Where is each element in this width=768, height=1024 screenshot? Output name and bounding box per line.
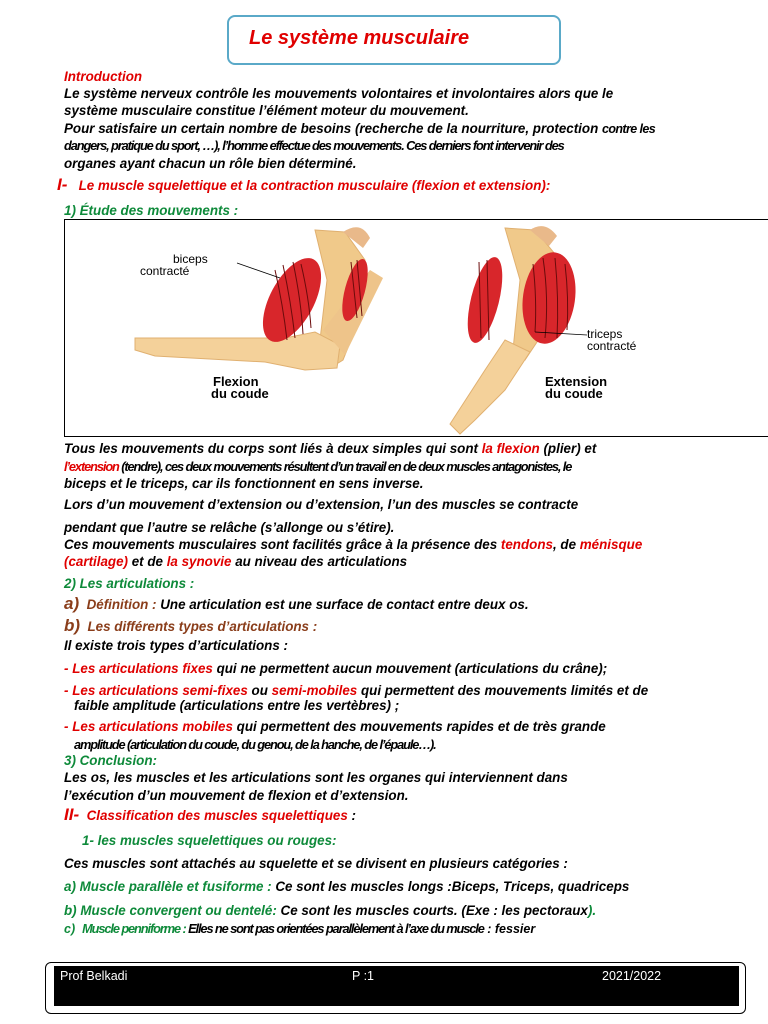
title-box	[227, 15, 561, 65]
muscle-type-a: a) Muscle parallèle et fusiforme : Ce sont les muscles longs :Biceps, Triceps, quadriceps	[64, 879, 630, 894]
movements-line-7: (cartilage) et de la synovie au niveau des articulations	[64, 554, 408, 569]
extension-arm-drawing	[450, 226, 581, 434]
type-mobiles-2: amplitude (articulation du coude, du genou, de la hanche, de l’épaule…).	[74, 737, 436, 752]
page-title: Le système musculaire	[249, 27, 470, 49]
intro-heading: Introduction	[64, 69, 143, 84]
type-mobiles: - Les articulations mobiles qui permettent des mouvements rapides et de très grande	[64, 719, 606, 734]
movements-line-1: Tous les mouvements du corps sont liés à deux simples qui sont la flexion (plier) et	[64, 441, 597, 456]
conclusion-line-1: Les os, les muscles et les articulations sont les organes qui interviennent dans	[64, 770, 568, 785]
label-flexion-coude: du coude	[211, 386, 269, 401]
label-triceps: triceps	[587, 327, 623, 341]
section-1-sub-1: 1) Étude des mouvements :	[64, 203, 239, 218]
types-intro: Il existe trois types d’articulations :	[64, 638, 288, 653]
intro-line-4: dangers, pratique du sport, …), l’homme effectue des mouvements. Ces derniers font intervenir des	[64, 138, 564, 153]
section-2-heading: II- Classification des muscles squelettiques :	[64, 805, 356, 824]
muscle-type-c: c) Muscle penniforme : Elles ne sont pas orientées parallèlement à l’axe du muscle : fessier	[64, 921, 536, 936]
section-2-intro: Ces muscles sont attachés au squelette et se divisent en plusieurs catégories :	[64, 856, 568, 871]
label-flexion: Flexion	[213, 374, 259, 389]
arm-illustration	[65, 220, 768, 438]
intro-line-3: Pour satisfaire un certain nombre de besoins (recherche de la nourriture, protection contre les	[64, 121, 656, 136]
footer-year: 2021/2022	[602, 969, 662, 983]
movements-line-6: Ces mouvements musculaires sont facilités grâce à la présence des tendons, de ménisque	[64, 537, 643, 552]
movements-line-2: l’extension (tendre), ces deux mouvements résultent d’un travail en de deux muscles antagonistes, le	[64, 459, 572, 474]
conclusion-heading: 3) Conclusion:	[64, 753, 157, 768]
type-semi-fixes-2: faible amplitude (articulations entre les vertèbres) ;	[74, 698, 400, 713]
footer-page: P :1	[352, 969, 375, 983]
intro-line-5: organes ayant chacun un rôle bien déterminé.	[64, 156, 357, 171]
type-semi-fixes: - Les articulations semi-fixes ou semi-mobiles qui permettent des mouvements limités et de	[64, 683, 649, 698]
muscle-type-b: b) Muscle convergent ou dentelé: Ce sont les muscles courts. (Exe : les pectoraux).	[64, 903, 597, 918]
movements-line-4: Lors d’un mouvement d’extension ou d’extension, l’un des muscles se contracte	[64, 497, 579, 512]
flexion-extension-figure	[64, 219, 768, 437]
label-triceps-contracte: contracté	[587, 339, 637, 353]
label-extension: Extension	[545, 374, 608, 389]
flexion-arm-drawing	[135, 227, 383, 370]
section-1-title: Le muscle squelettique et la contraction musculaire (flexion et extension):	[78, 178, 551, 193]
conclusion-line-2: l’exécution d’un mouvement de flexion et d’extension.	[64, 788, 409, 803]
definition-line: a) Définition : Une articulation est une surface de contact entre deux os.	[64, 594, 529, 613]
movements-line-3: biceps et le triceps, car ils fonctionnent en sens inverse.	[64, 476, 424, 491]
intro-line-1: Le système nerveux contrôle les mouvements volontaires et involontaires alors que le	[64, 86, 614, 101]
label-biceps-contracte: contracté	[140, 264, 190, 278]
articulations-heading: 2) Les articulations :	[64, 576, 195, 591]
label-biceps: biceps	[173, 252, 208, 266]
section-1-heading	[57, 176, 550, 194]
section-1-numeral: I-	[57, 175, 68, 194]
label-extension-coude: du coude	[545, 386, 603, 401]
types-heading: b) Les différents types d’articulations :	[64, 616, 318, 635]
section-2-sub-1: 1- les muscles squelettiques ou rouges:	[82, 833, 337, 848]
footer-author: Prof Belkadi	[60, 969, 128, 983]
type-fixes: - Les articulations fixes qui ne permettent aucun mouvement (articulations du crâne);	[64, 661, 608, 676]
intro-line-2: système musculaire constitue l’élément moteur du mouvement.	[64, 103, 469, 118]
movements-line-5: pendant que l’autre se relâche (s’allonge ou s’étire).	[64, 520, 395, 535]
